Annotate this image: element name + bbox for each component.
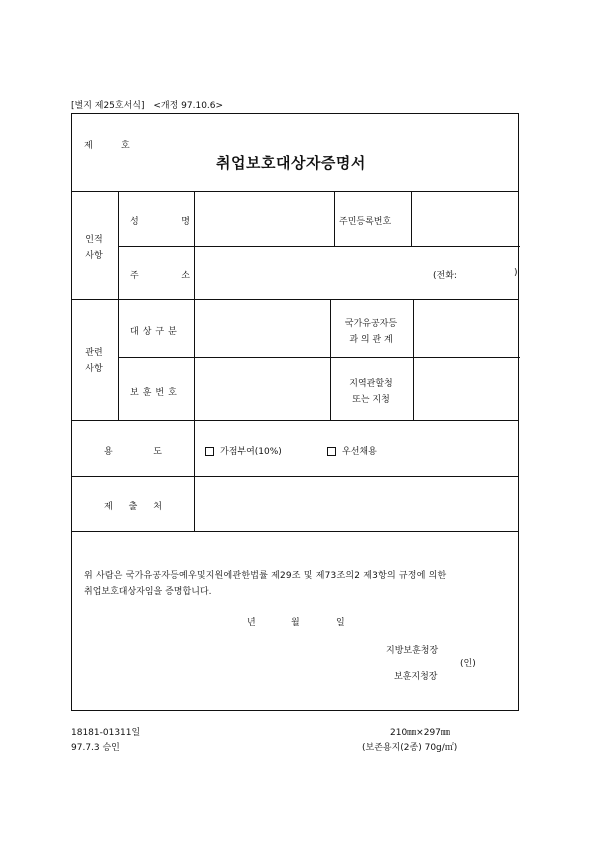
- seal-mark: (인): [460, 659, 476, 669]
- divider: [118, 357, 520, 358]
- section-line: 관련: [85, 348, 103, 358]
- option-label: 우선채용: [342, 447, 377, 457]
- option-label: 가점부여(10%): [220, 447, 282, 457]
- divider: [194, 191, 195, 531]
- date-year: 년: [247, 618, 256, 628]
- footer-code: 18181-01311일: [71, 728, 141, 738]
- label-line: 과 의 관 계: [349, 335, 393, 345]
- office-label: [330, 376, 412, 408]
- divider: [72, 191, 518, 192]
- divider: [334, 191, 335, 246]
- target-type-label: 대상구분: [130, 327, 181, 337]
- protection-number-label: 보훈번호: [130, 388, 181, 398]
- section-line: 사항: [85, 251, 103, 261]
- name-label: 성 명: [130, 217, 190, 227]
- divider: [72, 476, 518, 477]
- divider: [411, 191, 412, 246]
- footer-size: 210㎜×297㎜: [390, 728, 450, 738]
- form-label: [71, 98, 223, 111]
- related-section-label: [71, 345, 117, 377]
- relation-label: [330, 316, 412, 348]
- footer-paper: (보존용지(2종) 70g/㎡): [362, 743, 458, 753]
- number-suffix: 호: [121, 141, 130, 151]
- number-label: 제: [84, 141, 93, 151]
- address-label: 주 소: [130, 271, 190, 281]
- label-line: 또는 지청: [352, 395, 390, 405]
- phone-label: (전화:: [433, 271, 457, 281]
- issuer-branch: 보훈지청장: [394, 672, 438, 682]
- checkbox-icon[interactable]: [205, 447, 214, 456]
- submit-to-label: 제 출 처: [104, 502, 162, 512]
- revision-label: <개정 97.10.6>: [153, 101, 224, 111]
- statement-line-2: 취업보호대상자임을 증명합니다.: [84, 587, 212, 597]
- date-month: 월: [291, 618, 300, 628]
- phone-close: ): [514, 268, 518, 278]
- personal-section-label: [71, 232, 117, 264]
- section-line: 사항: [85, 364, 103, 374]
- divider: [72, 531, 518, 532]
- section-line: 인적: [85, 235, 103, 245]
- usage-option-priority[interactable]: [327, 444, 377, 457]
- footer-approval: 97.7.3 승인: [71, 743, 120, 753]
- divider: [118, 191, 119, 420]
- usage-option-bonus[interactable]: [205, 444, 282, 457]
- document-title: 취업보호대상자증명서: [216, 154, 366, 172]
- divider: [72, 420, 518, 421]
- usage-label: 용 도: [104, 447, 162, 457]
- form-number-label: [별지 제25호서식]: [71, 101, 145, 111]
- checkbox-icon[interactable]: [327, 447, 336, 456]
- label-line: 지역관할청: [349, 379, 393, 389]
- issuer-regional: 지방보훈청장: [386, 646, 439, 656]
- statement-line-1: 위 사람은 국가유공자등예우및지원에관한법률 제29조 및 제73조의2 제3항의 규정에 의한: [84, 571, 447, 581]
- divider: [413, 299, 414, 420]
- label-line: 국가유공자등: [344, 319, 398, 329]
- divider: [72, 299, 518, 300]
- divider: [118, 246, 520, 247]
- date-day: 일: [336, 618, 345, 628]
- rrn-label: 주민등록번호: [339, 217, 392, 227]
